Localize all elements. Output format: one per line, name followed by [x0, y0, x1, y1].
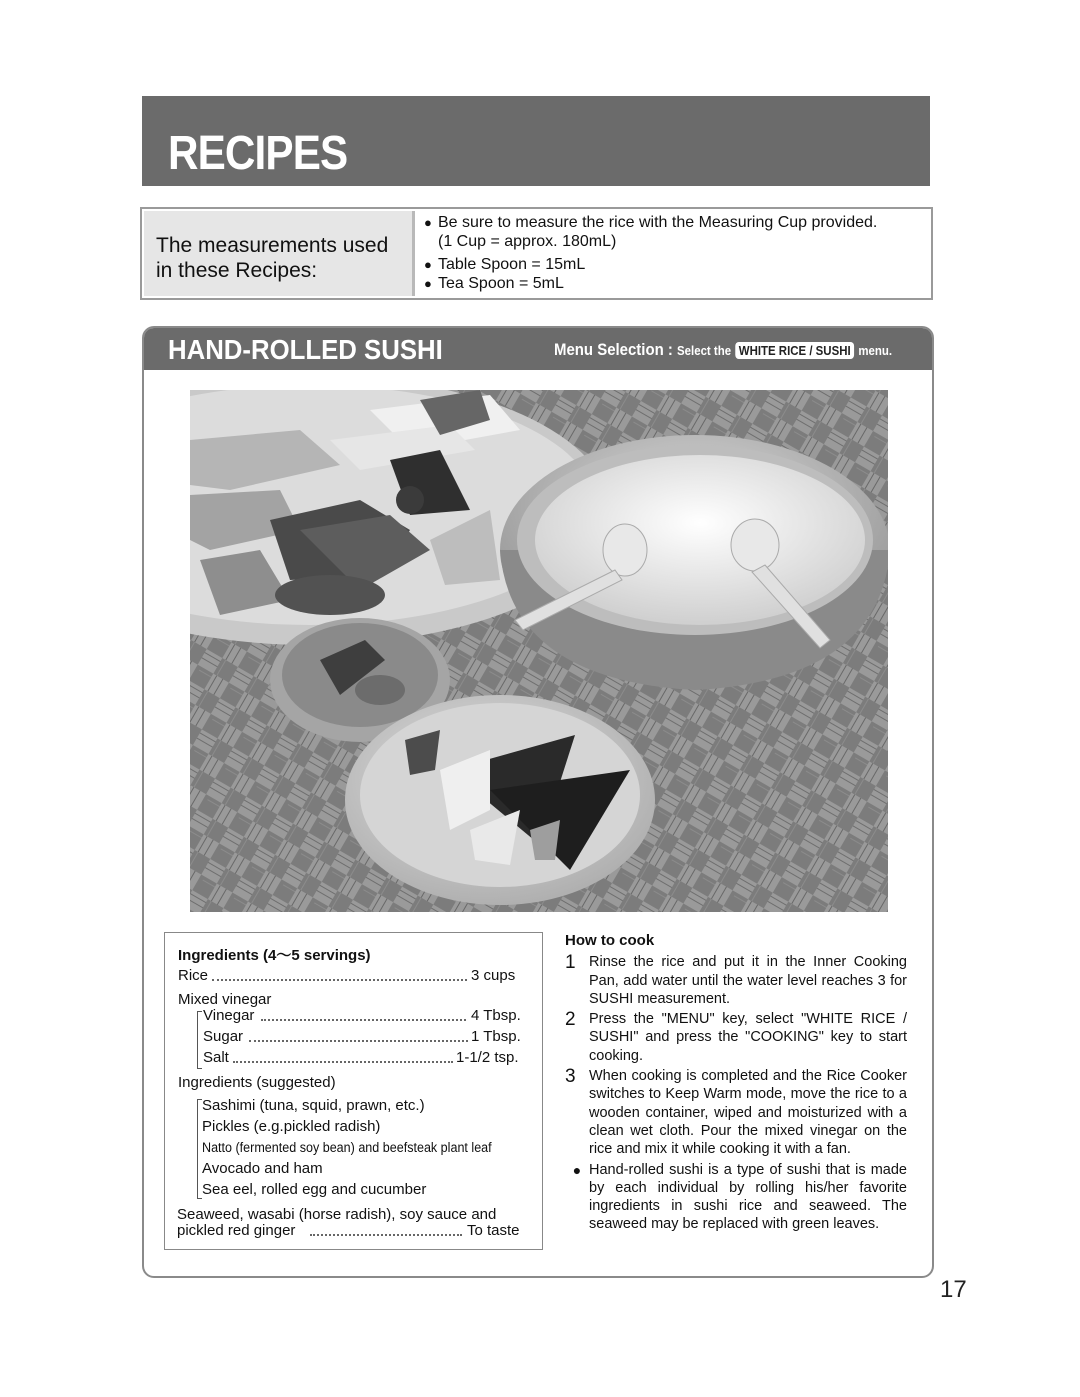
ingredient-qty: To taste [467, 1222, 520, 1239]
step-text: When cooking is completed and the Rice Cooker switches to Keep Warm mode, move the rice to a wooden container, wiped and moisturized with a clean wet cloth. Pour the mixed vinegar on the rice and mix it while cooking it with a fan. [589, 1068, 907, 1158]
leader-dots [261, 1011, 466, 1021]
leader-dots [310, 1226, 462, 1236]
ingredient-name: Sugar [203, 1028, 244, 1045]
suggested-item: Avocado and ham [202, 1160, 323, 1177]
measurements-label-panel [144, 211, 415, 296]
ingredient-qty: 1-1/2 tsp. [456, 1049, 519, 1066]
leader-dots [233, 1053, 453, 1063]
step-number: 1 [565, 952, 576, 974]
bullet-icon: ● [424, 276, 432, 291]
leader-dots [249, 1032, 468, 1042]
recipes-banner [142, 96, 930, 186]
step-number: 2 [565, 1009, 576, 1031]
ingredient-qty: 4 Tbsp. [471, 1007, 521, 1024]
note [565, 1161, 907, 1234]
measurement-item [424, 255, 924, 274]
ingredient-qty: 1 Tbsp. [471, 1028, 521, 1045]
step-text: Rinse the rice and put it in the Inner Cooking Pan, add water until the water level reaches 3 for SUSHI measurement. [589, 954, 907, 1007]
measurement-item [424, 274, 924, 293]
measurements-box [140, 207, 933, 300]
suggested-item: Sashimi (tuna, squid, prawn, etc.) [202, 1097, 425, 1114]
step-number: 3 [565, 1066, 576, 1088]
measurement-text: Table Spoon = 15mL [438, 256, 586, 273]
section-header [144, 328, 932, 370]
suggested-item: Sea eel, rolled egg and cucumber [202, 1181, 427, 1198]
leader-dots [212, 971, 467, 981]
bullet-icon: ● [572, 1161, 582, 1178]
measurement-text: Be sure to measure the rice with the Measuring Cup provided. [438, 214, 878, 231]
sushi-photo [190, 390, 888, 912]
suggested-item: Natto (fermented soy bean) and beefsteak plant leaf [202, 1140, 492, 1155]
bullet-icon: ● [424, 257, 432, 272]
ingredient-name: Salt [203, 1049, 229, 1066]
mixed-vinegar-label: Mixed vinegar [178, 991, 272, 1008]
page-number: 17 [940, 1276, 967, 1303]
note-text: Hand-rolled sushi is a type of sushi that is made by each individual by rolling his/her favorite ingredients in sushi rice and seaweed. The seaweed may be replaced with green leaves. [589, 1161, 907, 1233]
how-to-cook [565, 932, 907, 1236]
measurement-sub-text: (1 Cup = approx. 180mL) [438, 233, 617, 250]
measurement-item [424, 213, 924, 232]
menu-selection [554, 340, 892, 360]
measurement-subitem [424, 232, 924, 251]
menu-selection-post: menu. [858, 343, 893, 358]
step-text: Press the "MENU" key, select "WHITE RICE / SUSHI" and press the "COOKING" key to start cooking. [589, 1011, 907, 1064]
bullet-icon: ● [424, 215, 432, 230]
seaweed-line: pickled red ginger [177, 1222, 296, 1239]
step [565, 1067, 907, 1158]
ingredient-name: Vinegar [203, 1007, 255, 1024]
banner-title: RECIPES [168, 127, 348, 180]
how-to-cook-title: How to cook [565, 932, 655, 949]
ingredient-name: Rice [178, 967, 209, 984]
ingredient-qty: 3 cups [471, 967, 516, 984]
ingredients-box [164, 932, 543, 1250]
section-title: HAND-ROLLED SUSHI [168, 334, 443, 365]
ingredients-title: Ingredients (4～5 servings) [178, 947, 371, 964]
menu-key-badge: WHITE RICE / SUSHI [735, 342, 854, 359]
step [565, 1010, 907, 1065]
seaweed-line: Seaweed, wasabi (horse radish), soy sauce and [177, 1206, 497, 1223]
menu-selection-label: Menu Selection : [554, 340, 673, 359]
menu-selection-pre: Select the [677, 343, 732, 358]
step [565, 953, 907, 1008]
suggested-item: Pickles (e.g.pickled radish) [202, 1118, 381, 1135]
measurement-text: Tea Spoon = 5mL [438, 275, 564, 292]
bracket [197, 1011, 202, 1069]
measurements-list [424, 213, 924, 293]
measurements-title: The measurements used in these Recipes: [156, 234, 389, 282]
suggested-label: Ingredients (suggested) [178, 1074, 336, 1091]
